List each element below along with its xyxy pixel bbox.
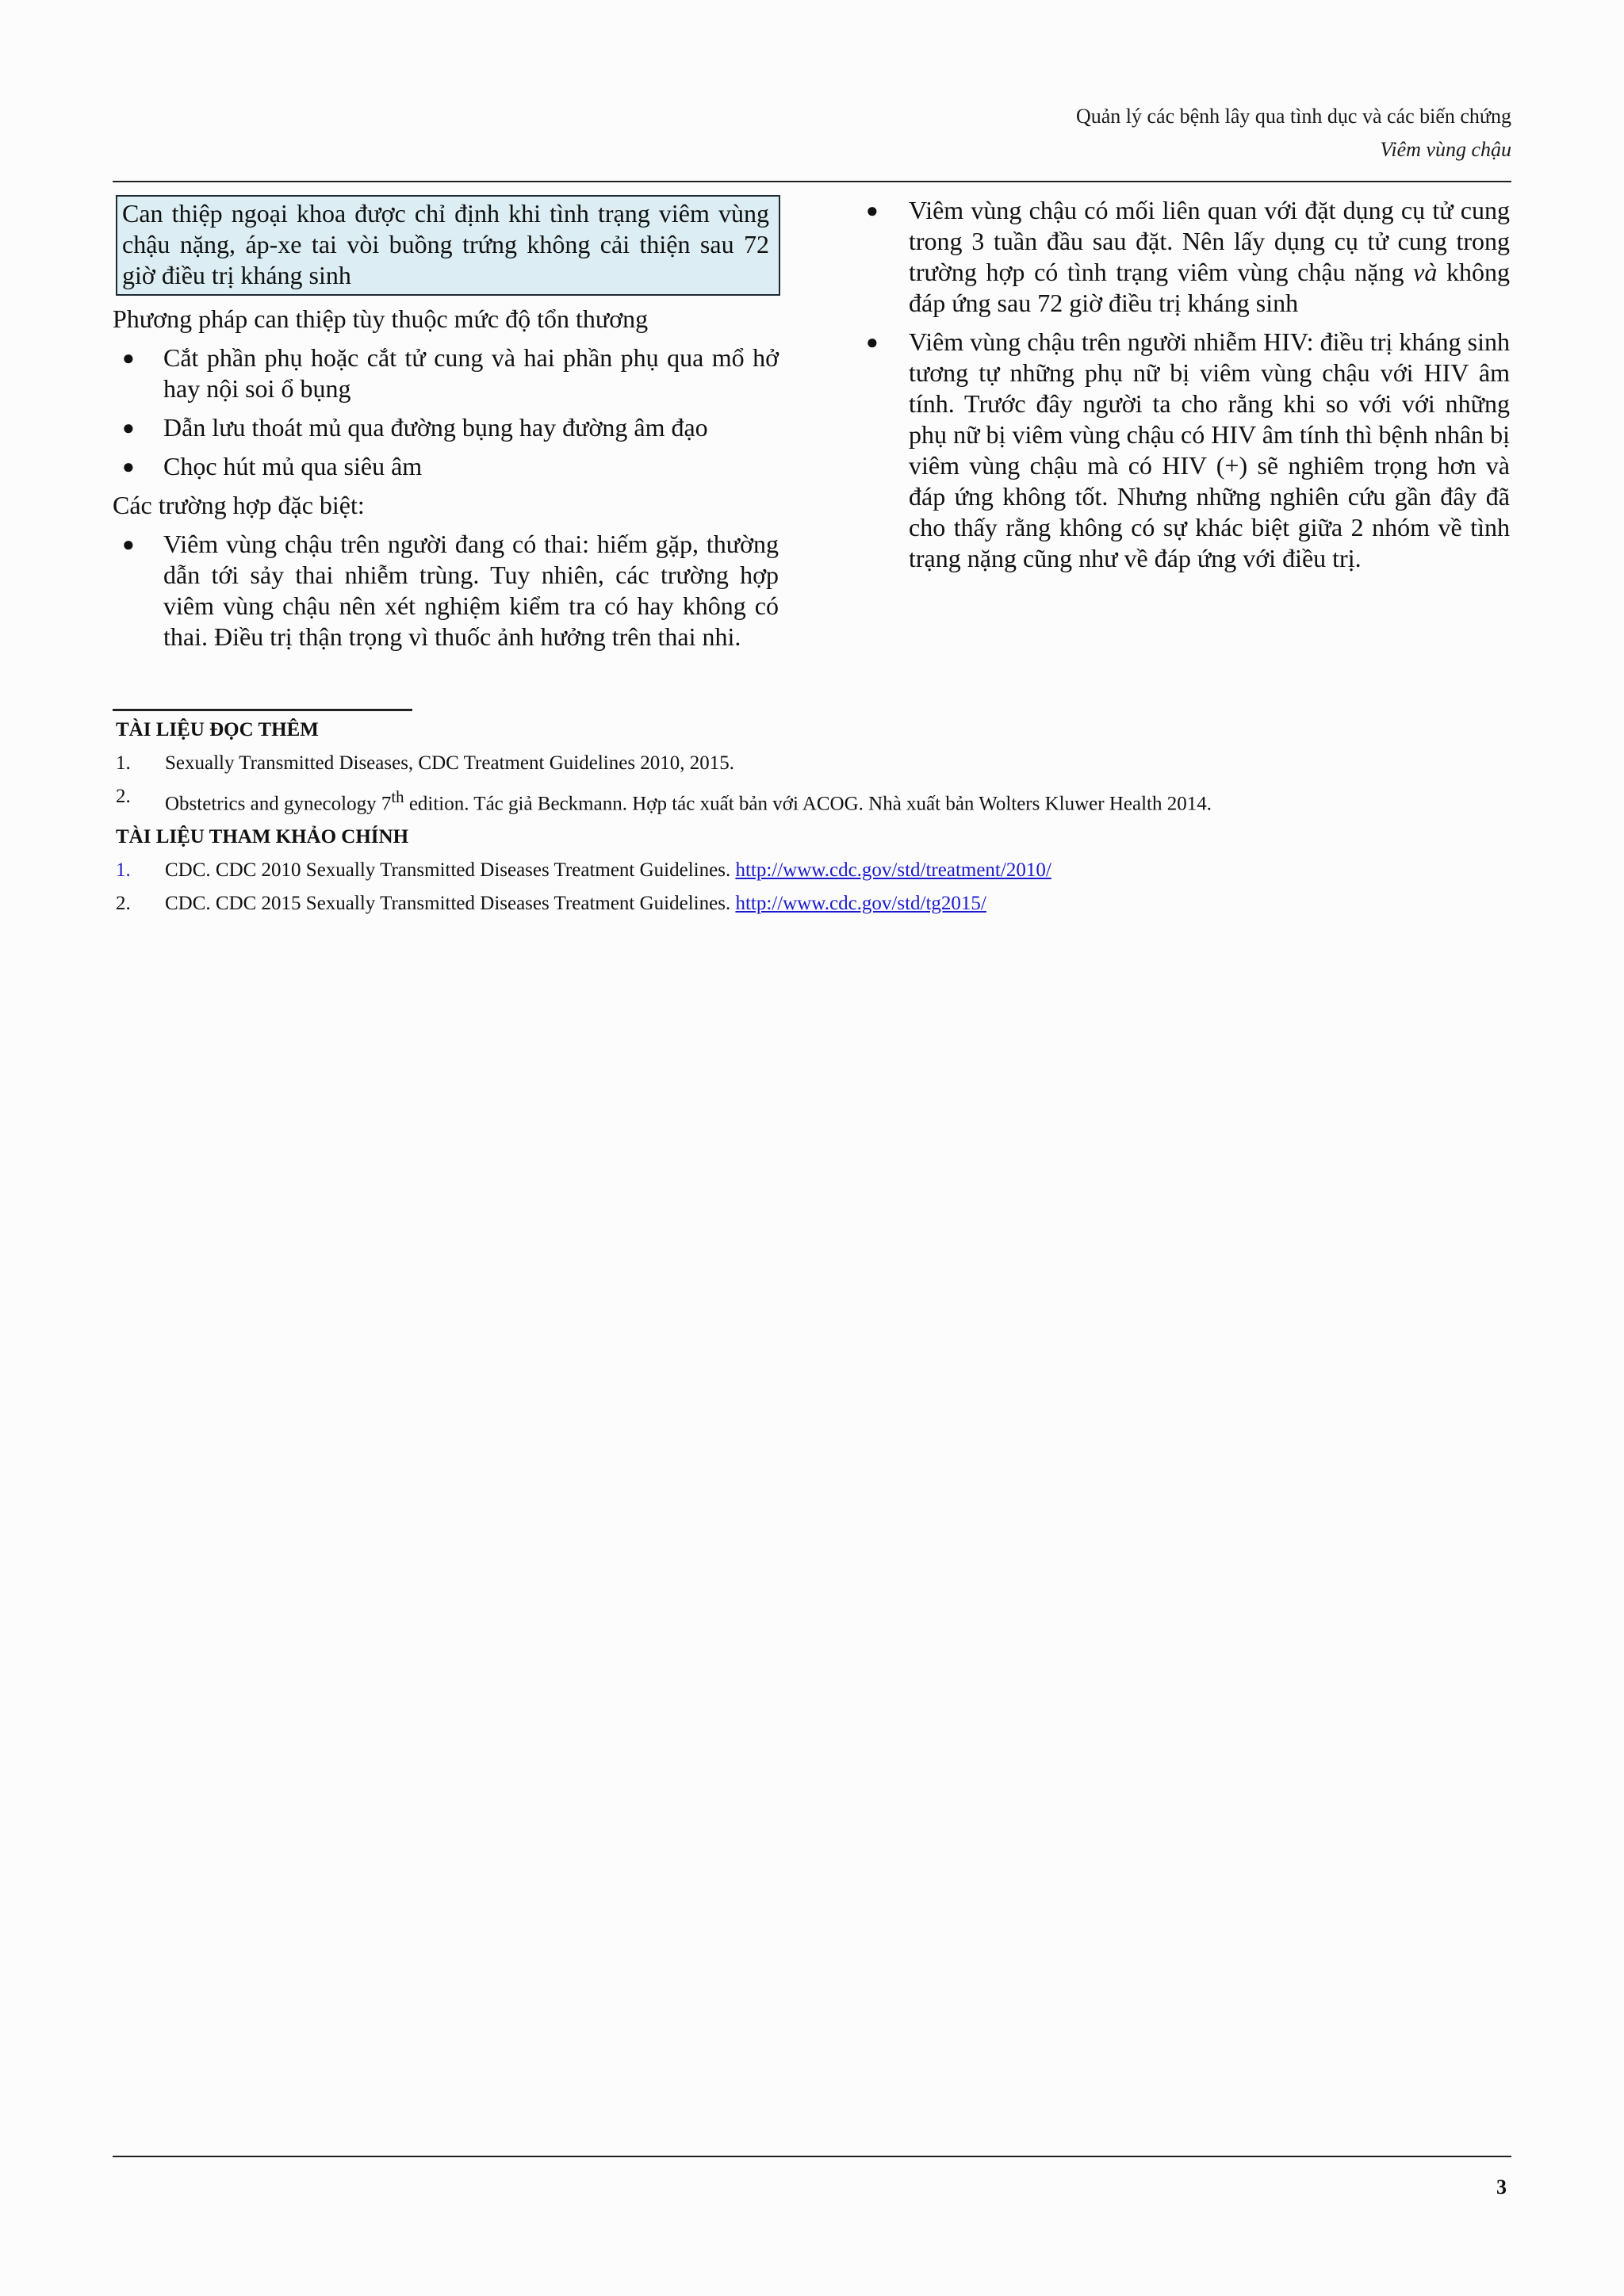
list-item: ● Dẫn lưu thoát mủ qua đường bụng hay đường âm đạo (122, 413, 708, 442)
header-title: Quản lý các bệnh lây qua tình dục và các biến chứng (1075, 105, 1511, 128)
main-references-heading: TÀI LIỆU THAM KHẢO CHÍNH (116, 826, 409, 848)
methods-list (113, 342, 779, 482)
bullet-icon: ● (122, 533, 135, 556)
header-rule (113, 181, 1511, 182)
methods-intro: Phương pháp can thiệp tùy thuộc mức độ tổn thương (113, 304, 649, 333)
list-item: ● Viêm vùng chậu trên người nhiễm HIV: điều trị kháng sinh tương tự những phụ nữ bị viêm vùng chậu với HIV âm tính. Trước đây người ta cho rằng khi so với với những phụ nữ bị viêm vùng chậu có HIV âm tính thì bệnh nhân bị viêm vùng chậu mà có HIV (+) sẽ nghiêm trọng hơn và đáp ứng không tốt. Nhưng những nghiên cứu gần đây đã cho thấy rằng không có sự khác biệt giữa 2 nhóm về tình trạng nặng cũng như về đáp ứng với điều trị. (866, 327, 1510, 572)
special-cases-list (113, 529, 779, 652)
reference-item: 1. Sexually Transmitted Diseases, CDC Treatment Guidelines 2010, 2015. (116, 752, 735, 774)
list-item: ● Chọc hút mủ qua siêu âm (122, 452, 423, 480)
left-column (113, 195, 779, 652)
references-divider (113, 709, 412, 711)
cdc-2015-link[interactable]: http://www.cdc.gov/std/tg2015/ (735, 893, 986, 915)
reference-item: 1. CDC. CDC 2010 Sexually Transmitted Diseases Treatment Guidelines. http://www.cdc.gov/std/treatment/2010/ (116, 859, 1051, 882)
bullet-icon: ● (122, 455, 135, 478)
bullet-icon: ● (122, 346, 135, 369)
reference-item: 2. Obstetrics and gynecology 7th edition. Tác giả Beckmann. Hợp tác xuất bản với ACOG. Nhà xuất bản Wolters Kluwer Health 2014. (116, 786, 1212, 815)
running-header (1076, 103, 1511, 163)
special-cases-intro: Các trường hợp đặc biệt: (113, 491, 365, 519)
reference-item: 2. CDC. CDC 2015 Sexually Transmitted Diseases Treatment Guidelines. http://www.cdc.gov/std/tg2015/ (116, 893, 986, 915)
bullet-icon: ● (866, 331, 879, 354)
bullet-icon: ● (866, 199, 879, 222)
further-reading-heading: TÀI LIỆU ĐỌC THÊM (116, 719, 319, 740)
list-item: ● Viêm vùng chậu trên người đang có thai: hiếm gặp, thường dẫn tới sảy thai nhiễm trùng. Tuy nhiên, các trường hợp viêm vùng chậu nên xét nghiệm kiểm tra có hay không có thai. Điều trị thận trọng vì thuốc ảnh hưởng trên thai nhi. (122, 530, 779, 651)
header-subtitle: Viêm vùng chậu (1380, 138, 1511, 161)
cdc-2010-link[interactable]: http://www.cdc.gov/std/treatment/2010/ (735, 859, 1051, 882)
list-item: ● Cắt phần phụ hoặc cắt tử cung và hai phần phụ qua mổ hở hay nội soi ổ bụng (122, 343, 779, 403)
surgery-callout-box (116, 195, 780, 296)
special-cases-list-continued (856, 195, 1510, 574)
callout-text: Can thiệp ngoại khoa được chỉ định khi tình trạng viêm vùng chậu nặng, áp-xe tai vòi buồng trứng không cải thiện sau 72 giờ điều trị kháng sinh (122, 199, 769, 289)
references-section (116, 718, 1511, 924)
page-number: 3 (1496, 2175, 1507, 2198)
right-column (856, 195, 1510, 582)
list-item: ● Viêm vùng chậu có mối liên quan với đặt dụng cụ tử cung trong 3 tuần đầu sau đặt. Nên lấy dụng cụ tử cung trong trường hợp có tình trạng viêm vùng chậu nặng và không đáp ứng sau 72 giờ điều trị kháng sinh (866, 196, 1511, 317)
footer-rule (113, 2156, 1511, 2157)
bullet-icon: ● (122, 416, 135, 439)
